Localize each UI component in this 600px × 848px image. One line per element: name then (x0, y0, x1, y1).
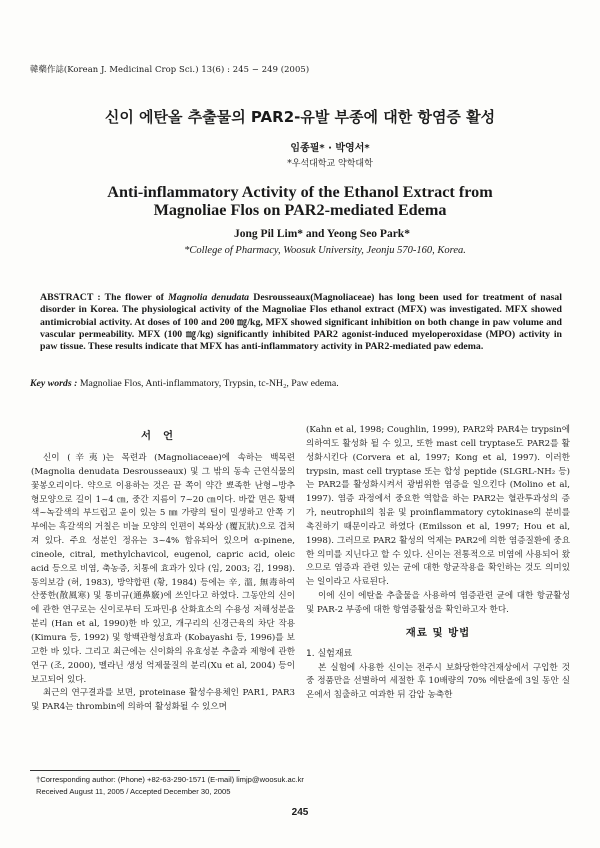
methods-paragraph-1: 본 실험에 사용한 신이는 전주시 보화당한약건재상에서 구입한 것 중 정품만을 선별하여 세절한 후 10배량의 70% 에탄올에 3일 동안 실온에서 침출하고 여과한 뒤 감압 농축한 (306, 662, 570, 701)
abstract-text-part2: Desrousseaux(Magnoliaceae) has long been used for treatment of nasal disorder in Korea. The physiological activity of the Magnoliae Flos ethanol extract (MFX) was investigated. MFX showed antimicrobial activity. At doses of 100 and 200 ㎎/kg, MFX showed significant inhibition on both change in paw volume and vascular permeability. MFX (100 ㎎/kg) significantly inhibited PAR2 agonist-induced myeloperoxidase (MPO) activity in paw tissue. These results indicate that MFX has anti-inflammatory activity in PAR2-mediated paw edema. (40, 292, 563, 353)
intro-paragraph-1: 신이 (辛夷)는 목련과 (Magnoliaceae)에 속하는 백목련 (Magnolia denudata Desrousseaux) 및 그 밖의 동속 근연식물의 꽃봉오리이다. 약으로 이용하는 것은 끝 쪽이 약간 뾰족한 난형~방추형모양으로 길이 1~4 ㎝, 중간 지름이 7~20 ㎝이다. 바깥 면은 황백색~녹갈색의 부드럽고 윤이 있는 5 ㎜ 가량의 털이 밀생하고 안쪽 기부에는 흑갈색의 거칠은 비늘 모양의 인편이 복와상 (覆瓦狀)으로 겹쳐져 있다. 주요 성분인 정유는 3~4% 함유되어 있으며 α-pinene, cineole, citral, methylchavicol, eugenol, capric acid, oleic acid 등으로 비염, 축농증, 치통에 효과가 있다 (임, 2003; 김, 1998). 동의보감 (허, 1983), 방약합편 (황, 1984) 등에는 辛, 溫, 無毒하여 산풍한(散風寒) 및 통비규(通鼻竅)에 쓰인다고 하였다. 그동안의 신이에 관한 연구로는 신이로부터 도파민-β 산화효소의 수용성 저해성분을 분리 (Han et al, 1990)한 바 있고, 개구리의 신경근육의 차단 작용 (Kimura 등, 1992) 및 항백관형성효과 (Kobayashi 등, 1996)를 보고한 바 있다. 그리고 최근에는 신이화의 유효성분 추출과 제형에 관한 연구 (조, 2000), 멜라닌 생성 억제물질의 분리(Xu et al, 2004) 등이 보고되어 있다. (31, 453, 295, 685)
keywords-text: Magnoliae Flos, Anti-inflammatory, Trypsin, tc-NH₂, Paw edema. (79, 378, 339, 389)
left-column (31, 430, 295, 715)
english-affiliation: *College of Pharmacy, Woosuk University, Jeonju 570-160, Korea. (184, 245, 466, 256)
korean-affiliation: *우석대학교 약학대학 (287, 159, 373, 169)
methods-subheading-materials: 1. 실험재료 (306, 648, 353, 659)
korean-title: 신이 에탄올 추출물의 PAR2-유발 부종에 대한 항염증 활성 (104, 108, 496, 126)
keywords-label: Key words : (30, 378, 78, 389)
footnote-divider (30, 770, 240, 771)
intro-paragraph-4: 이에 신이 에탄올 추출물을 사용하여 염증관련 균에 대한 항균활성 및 PAR-2 부종에 대한 항염증활성을 확인하고자 한다. (306, 591, 570, 615)
english-title: Anti-inflammatory Activity of the Ethanol Extract from Magnoliae Flos on PAR2-mediated Edema (107, 183, 493, 219)
received-dates: Received August 11, 2005 / Accepted December 30, 2005 (36, 786, 231, 796)
english-authors: Jong Pil Lim* and Yeong Seo Park* (234, 228, 410, 240)
intro-heading: 서언 (140, 430, 186, 442)
abstract-species: Magnolia denudata (168, 292, 250, 303)
corresponding-author: †Corresponding author: (Phone) +82-63-290-1571 (E-mail) limjp@woosuk.ac.kr (36, 775, 304, 784)
korean-authors: 임종필* · 박영서* (290, 143, 370, 154)
journal-citation: 韓藥作誌(Korean J. Medicinal Crop Sci.) 13(6) : 245 − 249 (2005) (30, 64, 310, 74)
intro-paragraph-2: 최근의 연구결과를 보면, proteinase 활성수용체인 PAR1, PAR3 및 PAR4는 thrombin에 의하여 활성화될 수 있으며 (31, 688, 295, 713)
abstract-label: ABSTRACT : (40, 292, 101, 303)
methods-heading: 재료 및 방법 (405, 626, 471, 639)
abstract (40, 292, 562, 353)
page-number: 245 (291, 807, 309, 818)
right-column (306, 424, 570, 703)
footnote (36, 774, 536, 797)
keywords (30, 378, 570, 389)
intro-paragraph-3: (Kahn et al, 1998; Coughlin, 1999), PAR2와 PAR4는 trypsin에 의하여도 활성화 될 수 있고, 또한 mast cell tryptase도 PAR2를 활성화시킨다 (Corvera et al, 1997; Kong et al, 1997). 이러한 trypsin, mast cell tryptase 또는 합성 peptide (SLGRL-NH₂ 등)는 PAR2를 활성화시켜서 광범위한 염증을 일으킨다 (Molino et al, 1997). 염증 과정에서 중요한 역할을 하는 PAR2는 혈관투과성의 증가, neutrophil의 침윤 및 proinflammatory cytokinase의 분비를 촉진하기 때문이라고 하였다 (Emilsson et al, 1997; Hou et al, 1998). 그러므로 PAR2 활성의 억제는 PAR2에 의한 염증질환에 중요한 의미를 지닌다고 할 수 있다. 신이는 전통적으로 비염에 사용되어 왔으므로 염증과 관련 있는 균에 대한 항균작용을 확인하는 것도 의미있는 일이라고 사료된다. (306, 425, 570, 588)
abstract-text-part1: The flower of (104, 292, 164, 303)
